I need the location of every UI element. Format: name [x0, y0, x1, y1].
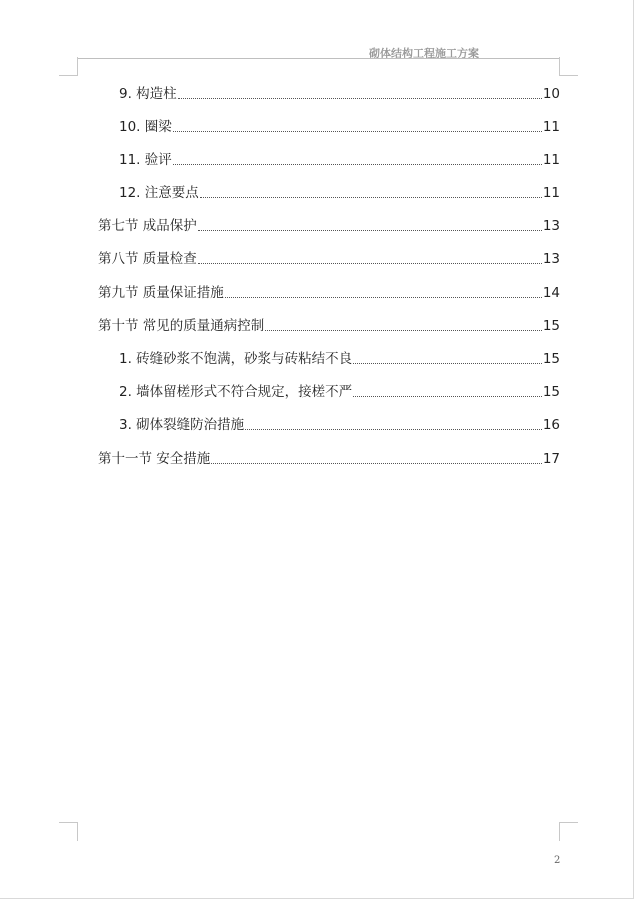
dot-leader — [173, 131, 542, 132]
toc-entry[interactable] — [119, 150, 560, 170]
toc-entry[interactable] — [119, 117, 560, 137]
toc-entry[interactable] — [98, 449, 560, 469]
dot-leader — [353, 363, 542, 364]
crop-mark-top-right — [559, 57, 578, 76]
toc-entry[interactable] — [119, 349, 560, 369]
toc-entry[interactable] — [98, 283, 560, 303]
toc-entry[interactable] — [98, 316, 560, 336]
toc-entry-page: 16 — [542, 417, 560, 433]
dot-leader — [178, 98, 542, 99]
toc-entry[interactable] — [119, 183, 560, 203]
toc-entry-label: 12. 注意要点 — [119, 185, 199, 201]
dot-leader — [173, 164, 542, 165]
toc-entry-label: 9. 构造柱 — [119, 86, 177, 102]
dot-leader — [198, 263, 542, 264]
toc-entry-page: 17 — [542, 451, 560, 467]
dot-leader — [200, 197, 542, 198]
toc-entry-page: 13 — [542, 251, 560, 267]
toc-entry[interactable] — [119, 84, 560, 104]
toc-entry[interactable] — [98, 216, 560, 236]
crop-mark-top-left — [59, 57, 78, 76]
toc-entry[interactable] — [98, 249, 560, 269]
crop-mark-bottom-right — [559, 822, 578, 841]
toc-entry-label: 3. 砌体裂缝防治措施 — [119, 417, 245, 433]
toc-entry-page: 15 — [542, 351, 560, 367]
toc-entry-label: 1. 砖缝砂浆不饱满，砂浆与砖粘结不良 — [119, 351, 353, 367]
toc-entry-label: 第十一节 安全措施 — [98, 451, 211, 467]
toc-entry-page: 11 — [542, 152, 560, 168]
toc-entry-label: 10. 圈梁 — [119, 119, 172, 135]
toc-entry-label: 11. 验评 — [119, 152, 172, 168]
toc-entry-label: 第十节 常见的质量通病控制 — [98, 318, 265, 334]
toc-entry-page: 13 — [542, 218, 560, 234]
dot-leader — [211, 463, 542, 464]
toc-entry-label: 第七节 成品保护 — [98, 218, 197, 234]
toc-entry-page: 11 — [542, 185, 560, 201]
toc-entry-page: 15 — [542, 318, 560, 334]
toc-entry-label: 2. 墙体留槎形式不符合规定，接槎不严 — [119, 384, 353, 400]
toc-entry-label: 第九节 质量保证措施 — [98, 285, 224, 301]
toc-entry[interactable] — [119, 382, 560, 402]
page-number: 2 — [554, 855, 561, 866]
dot-leader — [198, 230, 542, 231]
dot-leader — [225, 297, 542, 298]
header-rule — [77, 58, 559, 59]
toc-entry-page: 11 — [542, 119, 560, 135]
toc-entry-label: 第八节 质量检查 — [98, 251, 197, 267]
toc-entry-page: 14 — [542, 285, 560, 301]
running-header: 砌体结构工程施工方案 — [369, 47, 479, 60]
toc-entry[interactable] — [119, 415, 560, 435]
crop-mark-bottom-left — [59, 822, 78, 841]
toc-entry-page: 15 — [542, 384, 560, 400]
dot-leader — [353, 396, 542, 397]
dot-leader — [265, 330, 542, 331]
toc-entry-page: 10 — [542, 86, 560, 102]
dot-leader — [245, 429, 542, 430]
